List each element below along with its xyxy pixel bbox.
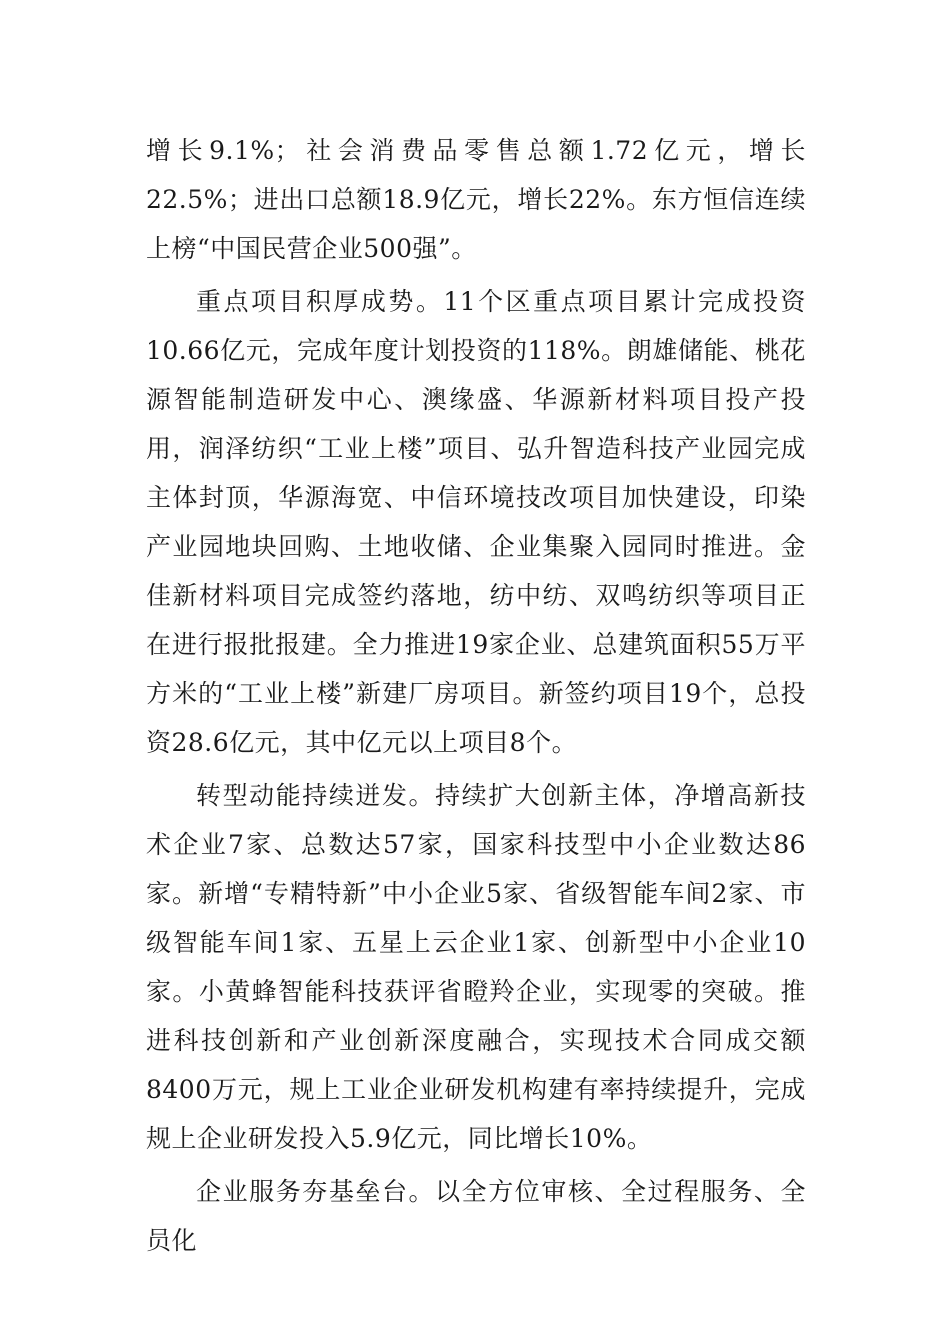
- paragraph-transformation: 转型动能持续迸发。持续扩大创新主体，净增高新技术企业7家、总数达57家，国家科技型中小企业数达86家。新增“专精特新”中小企业5家、省级智能车间2家、市级智能车间1家、五星上云企业1家、创新型中小企业10家。小黄蜂智能科技获评省瞪羚企业，实现零的突破。推进科技创新和产业创新深度融合，实现技术合同成交额8400万元，规上工业企业研发机构建有率持续提升，完成规上企业研发投入5.9亿元，同比增长10%。: [146, 781, 806, 1153]
- paragraph-continuation: 增长9.1%；社会消费品零售总额1.72亿元，增长22.5%；进出口总额18.9亿元，增长22%。东方恒信连续上榜“中国民营企业500强”。: [146, 136, 806, 263]
- paragraph-key-projects: 重点项目积厚成势。11个区重点项目累计完成投资10.66亿元，完成年度计划投资的118%。朗雄储能、桃花源智能制造研发中心、澳缘盛、华源新材料项目投产投用，润泽纺织“工业上楼”项目、弘升智造科技产业园完成主体封顶，华源海宽、中信环境技改项目加快建设，印染产业园地块回购、土地收储、企业集聚入园同时推进。金佳新材料项目完成签约落地，纺中纺、双鸣纺织等项目正在进行报批报建。全力推进19家企业、总建筑面积55万平方米的“工业上楼”新建厂房项目。新签约项目19个，总投资28.6亿元，其中亿元以上项目8个。: [146, 287, 806, 757]
- document-body: [146, 126, 806, 1269]
- paragraph-enterprise-service: 企业服务夯基垒台。以全方位审核、全过程服务、全员化: [146, 1177, 806, 1255]
